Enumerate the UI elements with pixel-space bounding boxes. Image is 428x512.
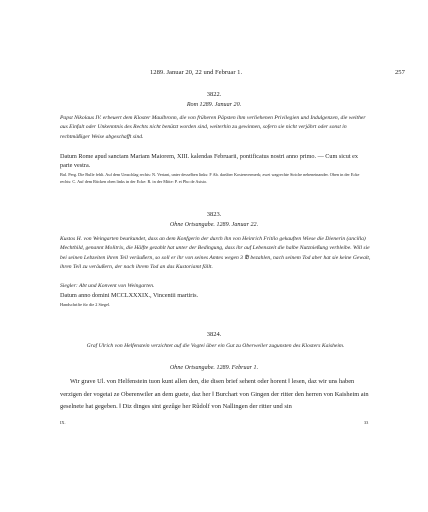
doc-3824-place-date: Ohne Ortsangabe. 1289. Februar 1. xyxy=(169,365,259,371)
doc-3823-number: 3823. xyxy=(206,211,222,218)
doc-3822-summary: Papst Nikolaus IV. erbeuert dem Kloster Maulbronn, die von früheren Päpsten ihm verliehenen Privilegien und Indulgenzen, die weither aus Einfalt oder Unkenntnis des Rechts nicht benützt worden sind, weiterhin zu gewinnen, sofern sie nicht verjährt oder sonst in rechtmäßiger Weise abgeschafft sind. xyxy=(60,115,366,140)
doc-3822-note: Bul. Perg. Die Bulle fehlt. Auf dem Umschlag rechts: N. Veriani, unter desselben links: F Ab. darüber Kostenvermerk; zwei wagrechte Striche nebeneinander. Oben in der Ecke rechts: C. Auf dem Rücken oben links in der Ecke: R. in der Mitte: P. et Pho de Asisio. xyxy=(60,172,360,184)
doc-3824-text: Wir grave Ul. von Helfenstein tuon kunt allen den, die disen brief sehent oder horent ‖ lesen, daz wir uns haben verzigen der vogetai ze Oberenwiler an dem guete, daz her ‖ Burchart von Gingen der ritter den herren von Kaisheim ain geselnete hat gegeben. ‖ Diz dinges sint gezûge her Rûdolf von Nallingen der ritter und sin xyxy=(60,378,369,411)
doc-3822-place-date: Rom 1289. Januar 20. xyxy=(186,102,242,108)
footer-signature: 33 xyxy=(364,420,369,425)
footer-volume: IX. xyxy=(60,420,66,425)
doc-3824-heading: Graf Ulrich von Helfenstein verzichtet auf die Vogtei über ein Gut zu Oberweiler zugunsten des Klosters Kaisheim. xyxy=(86,343,345,349)
doc-3824-number: 3824. xyxy=(206,331,222,338)
doc-3823-text: Datum anno domini MCCLXXXIX., Vincentii martiris. xyxy=(60,292,199,299)
doc-3822-text: Datum Rome apud sanctam Mariam Maiorem, XIII. kalendas Februarii, pontificatus nostri anno primo. — Cum sicut ex parte vestra. xyxy=(60,153,358,170)
doc-3823-note: Handschrifte für die 2 Siegel. xyxy=(60,302,111,307)
doc-3823-place-date: Ohne Ortsangabe. 1289. Januar 22. xyxy=(169,222,259,228)
running-header-title: 1289. Januar 20, 22 und Februar 1. xyxy=(150,69,243,76)
doc-3823-siegler: Siegler: Abt und Konvent von Weingarten. xyxy=(60,283,155,289)
doc-3823-summary: Kustos H. von Weingarten beurkundet, dass an dem Konfgerin der durch ihn von Heinrich Fritilo gekauften Wiese die Dienerin (ancilla) Mechthild, genannt Molitrix, die Hälfte gezahlt hat unter der Bedingung, dass ihr auf Lebenszeit die halbe Nutznießung verbleibe. Will sie bei seinen Lebzeiten ihren Teil veräußern, so soll er ihr von seines Amtes wegen 3 ℔ bezahlen, nach seinem Tod aber hat sie keine Gewalt, ihren Teil zu veräußern, der nach ihrem Tod an das Kustoriamt fällt. xyxy=(60,236,371,271)
doc-3822-number: 3822. xyxy=(206,91,222,98)
page-number: 257 xyxy=(395,69,405,76)
